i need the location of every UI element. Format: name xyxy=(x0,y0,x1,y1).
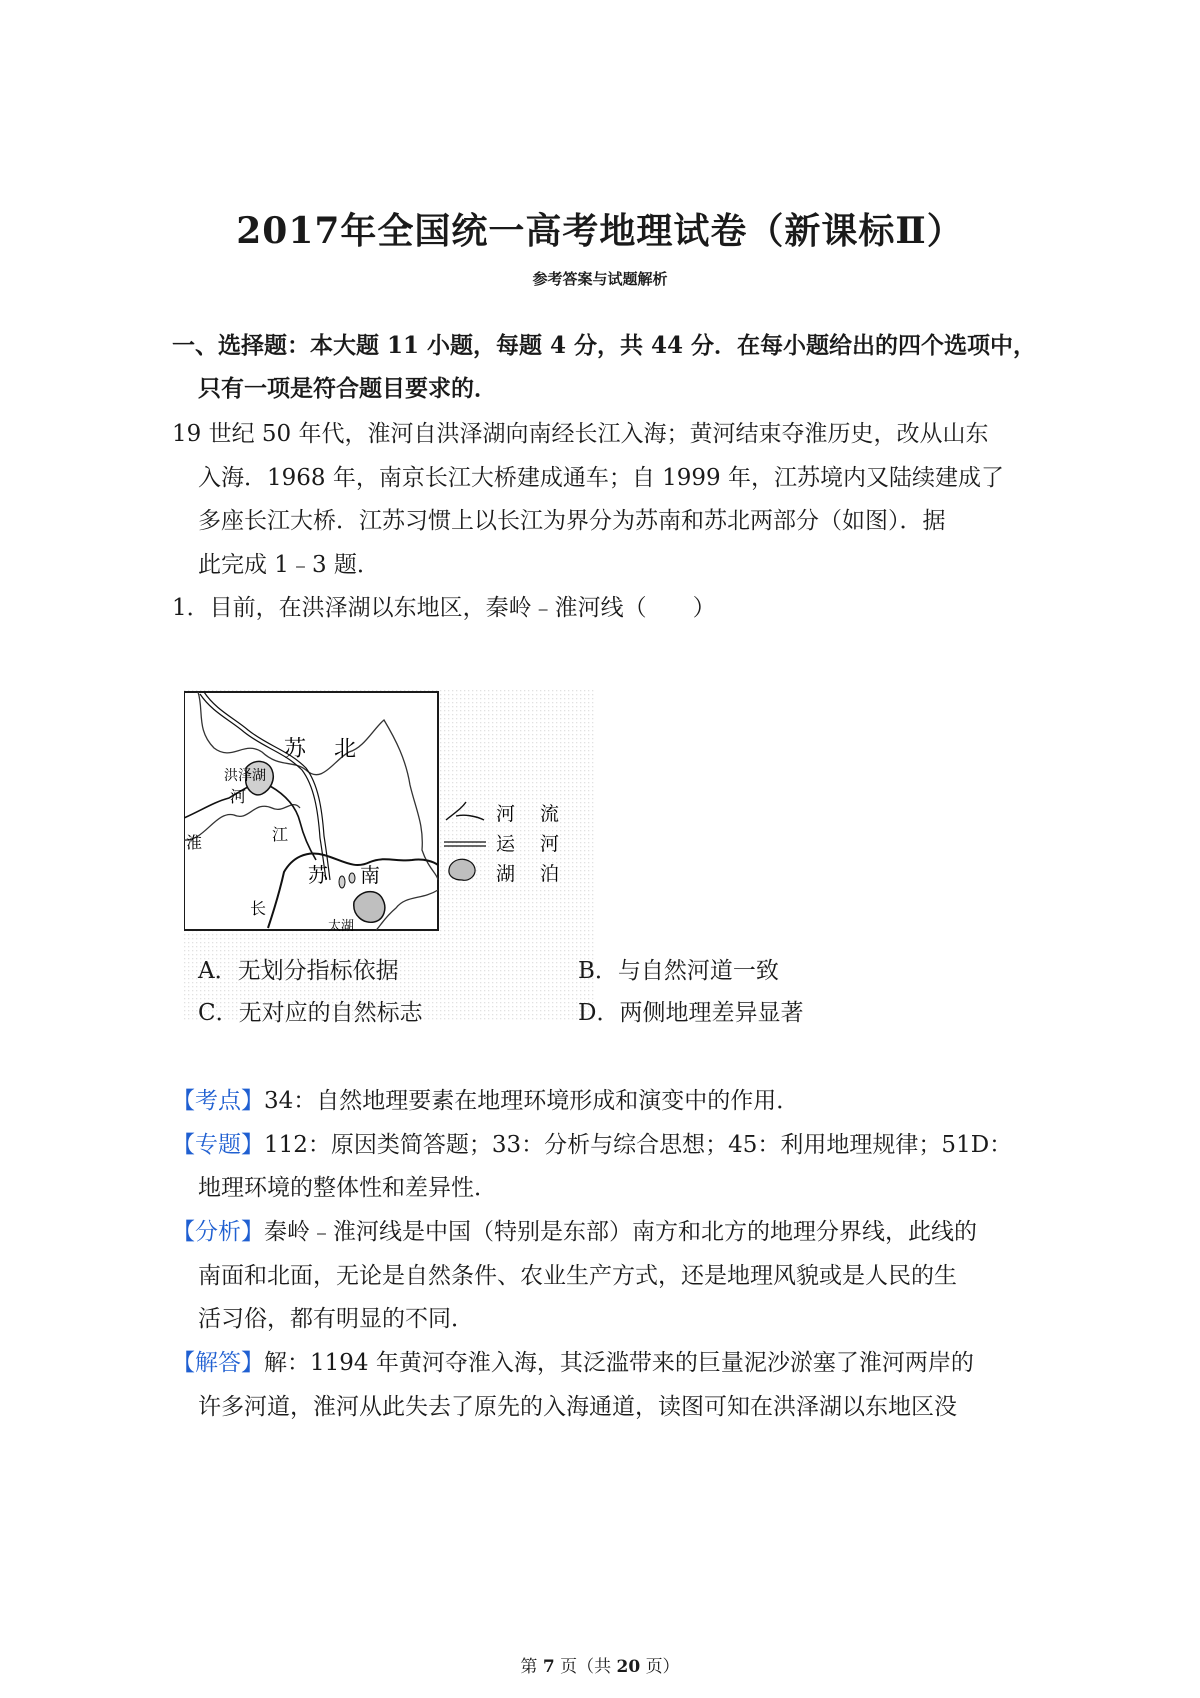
section-heading-line-1: 一、选择题：本大题 11 小题，每题 4 分，共 44 分．在每小题给出的四个选项中， xyxy=(172,332,1037,359)
label-he: 河 xyxy=(230,787,247,806)
intro-line-3: 多座长江大桥．江苏习惯上以长江为界分为苏南和苏北两部分（如图）．据 xyxy=(198,508,946,534)
map-frame xyxy=(184,692,438,930)
fenxi-text-1: 秦岭﹣淮河线是中国（特别是东部）南方和北方的地理分界线，此线的 xyxy=(264,1219,977,1245)
label-hongze: 洪泽湖 xyxy=(224,768,266,784)
legend-river-label-1: 河 xyxy=(496,803,516,825)
label-jiang: 江 xyxy=(272,825,289,844)
kaodian-row xyxy=(172,1085,799,1117)
tai-lake xyxy=(354,892,385,923)
label-subei-su: 苏 xyxy=(284,737,307,762)
zhuanti-text-1: 112：原因类简答题；33：分析与综合思想；45：利用地理规律；51D： xyxy=(264,1132,1013,1158)
intro-line-4: 此完成 1﹣3 题． xyxy=(198,552,380,578)
small-lake-1 xyxy=(339,876,345,888)
label-subei-bei: 北 xyxy=(334,737,357,762)
zhuanti-tag: 【专题】 xyxy=(172,1132,264,1158)
legend-lake-label-2: 泊 xyxy=(540,863,560,885)
page-title: 2017年全国统一高考地理试卷（新课标Ⅱ） xyxy=(236,210,964,252)
fenxi-text-3: 活习俗，都有明显的不同． xyxy=(198,1306,474,1332)
footer-page-number: 7 xyxy=(542,1657,555,1677)
intro-line-1: 19 世纪 50 年代，淮河自洪泽湖向南经长江入海；黄河结束夺淮历史，改从山东 xyxy=(172,421,989,447)
legend-lake-symbol xyxy=(449,859,475,880)
jieda-tag: 【解答】 xyxy=(172,1350,264,1376)
kaodian-tag: 【考点】 xyxy=(172,1088,264,1114)
small-lake-2 xyxy=(349,873,355,883)
footer-prefix: 第 xyxy=(520,1657,538,1677)
label-chang: 长 xyxy=(250,899,267,918)
jieda-row xyxy=(172,1347,974,1379)
page-subtitle: 参考答案与试题解析 xyxy=(532,270,668,288)
footer-suffix: 页） xyxy=(645,1657,680,1677)
legend-canal-label-1: 运 xyxy=(496,833,516,855)
zhuanti-text-2: 地理环境的整体性和差异性． xyxy=(198,1175,497,1201)
legend-river-label-2: 流 xyxy=(540,803,560,825)
jieda-text-2: 许多河道，淮河从此失去了原先的入海通道，读图可知在洪泽湖以东地区没 xyxy=(198,1394,957,1420)
question-stem: 1．目前，在洪泽湖以东地区，秦岭﹣淮河线（ ） xyxy=(172,595,716,621)
section-heading-line-2: 只有一项是符合题目要求的． xyxy=(198,375,497,402)
page-footer xyxy=(0,1652,1200,1677)
intro-line-2: 入海．1968 年，南京长江大桥建成通车；自 1999 年，江苏境内又陆续建成了 xyxy=(198,465,1004,491)
fenxi-text-2: 南面和北面，无论是自然条件、农业生产方式，还是地理风貌或是人民的生 xyxy=(198,1263,957,1289)
option-b: B．与自然河道一致 xyxy=(578,958,779,984)
label-sunan-nan: 南 xyxy=(360,863,380,887)
footer-total-pages: 20 xyxy=(616,1657,641,1677)
option-d: D．两侧地理差异显著 xyxy=(578,1000,804,1026)
legend-canal-label-2: 河 xyxy=(540,833,560,855)
kaodian-text: 34：自然地理要素在地理环境形成和演变中的作用． xyxy=(264,1088,800,1114)
option-c: C．无对应的自然标志 xyxy=(198,1000,423,1026)
footer-middle: 页（共 xyxy=(560,1657,612,1677)
label-sunan-su: 苏 xyxy=(308,863,328,887)
label-taihu: 太湖 xyxy=(328,919,355,934)
legend-lake-label-1: 湖 xyxy=(496,863,516,885)
fenxi-row xyxy=(172,1216,977,1248)
jieda-text-1: 解：1194 年黄河夺淮入海，其泛滥带来的巨量泥沙淤塞了淮河两岸的 xyxy=(264,1350,974,1376)
label-huai: 淮 xyxy=(186,833,203,852)
fenxi-tag: 【分析】 xyxy=(172,1219,264,1245)
zhuanti-row xyxy=(172,1129,1012,1161)
option-a: A．无划分指标依据 xyxy=(198,958,399,984)
